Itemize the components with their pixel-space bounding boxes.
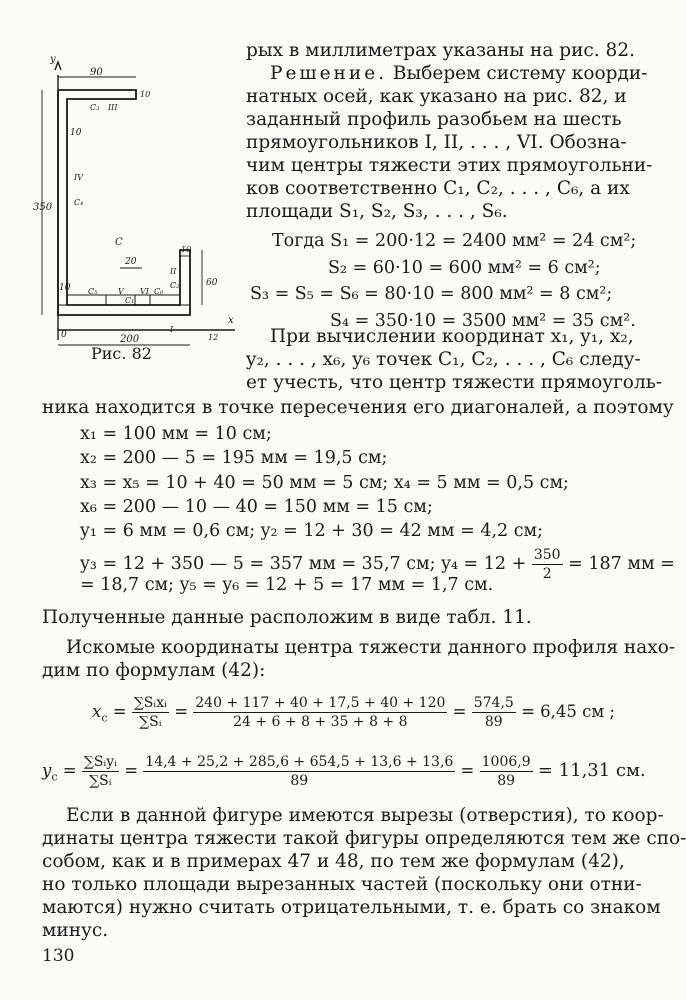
text-line: Полученные данные расположим в виде табл. 11.: [42, 607, 532, 628]
formula-frac: [472, 694, 516, 731]
formula-eq: =: [62, 761, 82, 780]
fraction-numerator: 350: [533, 547, 561, 563]
formula-yc: [42, 753, 646, 790]
text-line: площади S₁, S₂, S₃, . . . , S₆.: [246, 201, 508, 222]
formula-den: 24 + 6 + 8 + 35 + 8 + 8: [233, 714, 408, 730]
formula-frac: [143, 753, 455, 790]
c2-label: C₂: [170, 281, 180, 290]
dim-90-label: 90: [90, 67, 103, 78]
formula-num: ∑Sᵢxᵢ: [133, 695, 167, 711]
dim-350-label: 350: [33, 202, 53, 213]
x-axis-label: x: [228, 315, 234, 326]
equation-line: Тогда S₁ = 200·12 = 2400 мм² = 24 см²;: [272, 231, 637, 251]
formula-den: 89: [290, 773, 309, 789]
text-line: При вычислении координат x₁, y₁, x₂,: [270, 326, 634, 347]
dim-200-label: 200: [120, 334, 140, 345]
c5-label: C₅: [88, 287, 98, 296]
text-line: минус.: [42, 920, 109, 941]
c-point-label: C: [115, 237, 123, 248]
text-line: чим центры тяжести этих прямоугольни-: [246, 155, 653, 176]
r2-label: II: [170, 267, 177, 276]
formula-den: 89: [484, 714, 503, 730]
formula-var: y: [42, 761, 52, 780]
calc-line: x₆ = 200 — 10 — 40 = 150 мм = 15 см;: [80, 497, 433, 517]
formula-num: ∑Sᵢyᵢ: [83, 754, 117, 770]
text-line: маются) нужно считать отрицательными, т. е. брать со знаком: [42, 897, 661, 918]
c3-label: C₃: [90, 103, 100, 112]
c1-label: C₁: [125, 296, 135, 305]
r4-label: IV: [74, 173, 83, 182]
formula-eq: =: [124, 761, 144, 780]
formula-xc: [92, 694, 615, 731]
formula-frac: [132, 694, 169, 731]
calc-fragment: = 187 мм =: [568, 554, 675, 574]
formula-den: ∑Sᵢ: [139, 714, 162, 730]
formula-result: = 11,31 см.: [537, 760, 646, 781]
formula-eq: =: [112, 702, 132, 721]
formula-result: = 6,45 см ;: [521, 702, 615, 721]
text-line: ника находится в точке пересечения его диагоналей, а поэтому: [42, 397, 674, 418]
y-axis-label: y: [50, 54, 56, 65]
page-number: 130: [42, 946, 75, 966]
calc-line: y₁ = 6 мм = 0,6 см; y₂ = 12 + 30 = 42 мм = 4,2 см;: [80, 521, 544, 541]
text-line: динаты центра тяжести такой фигуры определяются тем же спо-: [42, 828, 686, 849]
text-line: прямоугольников I, II, . . . , VI. Обозна-: [246, 132, 627, 153]
text-line: собом, как и в примерах 47 и 48, по тем же формулам (42),: [42, 851, 625, 872]
formula-frac: [480, 753, 533, 790]
profile-diagram: [30, 40, 245, 365]
dim-bottom-left-label: 10: [59, 283, 71, 293]
formula-sub: c: [101, 711, 108, 725]
text-line: заданный профиль разобьем на шесть: [246, 109, 622, 130]
figure-82: [30, 40, 245, 365]
text-line: рых в миллиметрах указаны на рис. 82.: [246, 40, 635, 61]
text-line: [270, 63, 647, 85]
text-line: Если в данной фигуре имеются вырезы (отверстия), то коор-: [66, 805, 664, 826]
r6-label: VI: [140, 287, 149, 296]
c6-label: C₆: [154, 287, 164, 296]
calc-line: x₁ = 100 мм = 10 см;: [80, 424, 272, 444]
dim-12-label: 12: [208, 333, 219, 342]
formula-frac: [82, 753, 119, 790]
text-line: Искомые координаты центра тяжести данного профиля нахо-: [66, 637, 676, 658]
calc-line: = 18,7 см; y₅ = y₆ = 12 + 5 = 17 мм = 1,7 см.: [80, 575, 494, 595]
text-fragment: Выберем систему коорди-: [387, 63, 648, 84]
text-line: дим по формулам (42):: [42, 660, 266, 681]
equation-line: S₂ = 60·10 = 600 мм² = 6 см²;: [328, 258, 601, 278]
fraction-350-2: [532, 546, 563, 583]
formula-den: ∑Sᵢ: [89, 773, 112, 789]
r3-label: III: [108, 103, 118, 112]
text-line: ков соответственно C₁, C₂, . . . , C₆, а их: [246, 178, 630, 199]
figure-caption: Рис. 82: [91, 344, 152, 363]
dim-10b-label: 10: [181, 245, 192, 254]
calc-line: x₃ = x₅ = 10 + 40 = 50 мм = 5 см; x₄ = 5 мм = 0,5 см;: [80, 473, 569, 493]
text-line: но только площади вырезанных частей (поскольку они отни-: [42, 874, 642, 895]
dim-10-label: 10: [70, 128, 82, 138]
formula-den: 89: [497, 773, 516, 789]
formula-var: x: [92, 702, 102, 721]
origin-label: 0: [61, 330, 67, 340]
formula-frac: [193, 694, 447, 731]
dim-top-right-label: 10: [140, 90, 151, 99]
formula-num: 240 + 117 + 40 + 17,5 + 40 + 120: [195, 695, 446, 711]
formula-eq: =: [452, 702, 472, 721]
formula-num: 1006,9: [481, 754, 531, 770]
formula-num: 14,4 + 25,2 + 285,6 + 654,5 + 13,6 + 13,6: [145, 754, 454, 770]
formula-sub: c: [51, 770, 58, 784]
formula-num: 574,5: [473, 695, 514, 711]
r1-label: I: [170, 325, 174, 334]
text-line: натных осей, как указано на рис. 82, и: [246, 86, 627, 107]
equation-line: S₄ = 350·10 = 3500 мм² = 35 см².: [330, 311, 636, 331]
fraction-denominator: 2: [542, 566, 552, 582]
equation-line: S₃ = S₅ = S₆ = 80·10 = 800 мм² = 8 см²;: [250, 284, 613, 304]
text-line: y₂, . . . , x₆, y₆ точек C₁, C₂, . . . , C₆ следу-: [246, 349, 641, 370]
r5-label: V: [118, 287, 124, 296]
calc-fragment: y₃ = 12 + 350 — 5 = 357 мм = 35,7 см; y₄ = 12 +: [80, 554, 527, 574]
text-line: ет учесть, что центр тяжести прямоуголь-: [246, 372, 663, 393]
dim-60-label: 60: [206, 278, 218, 288]
c4-label: C₄: [74, 198, 84, 207]
formula-eq: =: [174, 702, 194, 721]
y-axis-arrow: [55, 62, 61, 70]
dim-20-label: 20: [125, 257, 137, 267]
solution-heading: Решение.: [270, 63, 388, 84]
formula-eq: =: [460, 761, 480, 780]
calc-line: x₂ = 200 — 5 = 195 мм = 19,5 см;: [80, 448, 388, 468]
